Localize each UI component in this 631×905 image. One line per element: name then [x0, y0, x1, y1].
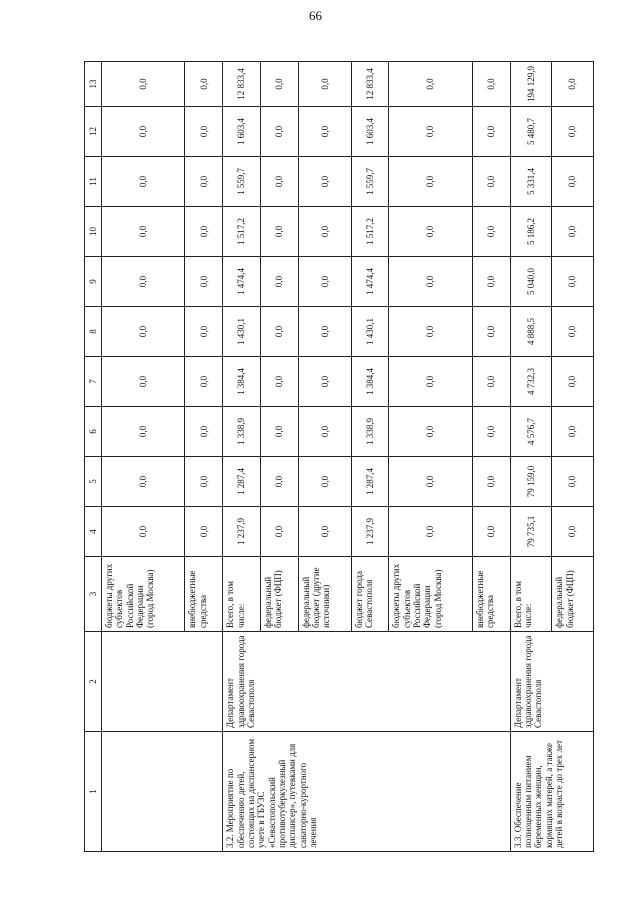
value-cell: 0,0 [185, 407, 223, 457]
value-cell: 0,0 [185, 357, 223, 407]
funding-source-cell: внебюджетные средства [185, 557, 223, 632]
column-header: 6 [85, 407, 102, 457]
value-cell: 79 159,0 [510, 457, 552, 507]
column-header: 9 [85, 257, 102, 307]
funding-source-cell: бюджеты других субъектов Российской Федерации (город Москва) [102, 557, 185, 632]
value-cell: 0,0 [185, 257, 223, 307]
value-cell: 0,0 [298, 457, 351, 507]
value-cell: 0,0 [472, 507, 510, 557]
column-header: 7 [85, 357, 102, 407]
value-cell: 0,0 [552, 157, 594, 207]
value-cell: 1 603,4 [351, 107, 389, 157]
value-cell: 0,0 [298, 307, 351, 357]
value-cell: 1 474,4 [223, 257, 261, 307]
column-header: 11 [85, 157, 102, 207]
value-cell: 0,0 [472, 157, 510, 207]
table-row [510, 62, 552, 852]
value-cell: 4 888,5 [510, 307, 552, 357]
value-cell: 1 287,4 [223, 457, 261, 507]
value-cell: 0,0 [185, 207, 223, 257]
column-header: 2 [85, 632, 102, 732]
value-cell: 0,0 [298, 62, 351, 107]
value-cell: 0,0 [102, 307, 185, 357]
value-cell: 1 384,4 [223, 357, 261, 407]
value-cell: 0,0 [472, 257, 510, 307]
value-cell: 1 603,4 [223, 107, 261, 157]
value-cell: 0,0 [260, 507, 298, 557]
value-cell: 1 338,9 [223, 407, 261, 457]
column-header: 3 [85, 557, 102, 632]
value-cell: 0,0 [260, 307, 298, 357]
value-cell: 0,0 [298, 257, 351, 307]
value-cell: 0,0 [389, 62, 472, 107]
value-cell: 0,0 [472, 457, 510, 507]
value-cell: 1 237,9 [223, 507, 261, 557]
value-cell: 0,0 [102, 207, 185, 257]
value-cell: 0,0 [472, 407, 510, 457]
value-cell: 0,0 [552, 307, 594, 357]
funding-source-cell: внебюджетные средства [472, 557, 510, 632]
value-cell: 0,0 [298, 157, 351, 207]
value-cell: 1 559,7 [351, 157, 389, 207]
value-cell: 0,0 [298, 207, 351, 257]
column-header: 8 [85, 307, 102, 357]
value-cell: 79 735,1 [510, 507, 552, 557]
value-cell: 12 833,4 [223, 62, 261, 107]
value-cell: 0,0 [389, 157, 472, 207]
column-header: 5 [85, 457, 102, 507]
value-cell: 1 384,4 [351, 357, 389, 407]
value-cell: 0,0 [389, 407, 472, 457]
table-rotator [84, 62, 594, 852]
value-cell: 0,0 [389, 457, 472, 507]
value-cell: 0,0 [185, 62, 223, 107]
value-cell: 1 430,1 [351, 307, 389, 357]
value-cell: 0,0 [260, 157, 298, 207]
value-cell: 0,0 [552, 357, 594, 407]
value-cell: 5 331,4 [510, 157, 552, 207]
column-header: 10 [85, 207, 102, 257]
funding-source-cell: федеральный бюджет (другие источники) [298, 557, 351, 632]
funding-source-cell: федеральный бюджет (ФЦП) [260, 557, 298, 632]
executor-cell [102, 632, 223, 732]
value-cell: 0,0 [185, 107, 223, 157]
value-cell: 0,0 [472, 107, 510, 157]
value-cell: 1 474,4 [351, 257, 389, 307]
value-cell: 0,0 [260, 257, 298, 307]
value-cell: 0,0 [389, 307, 472, 357]
funding-source-cell: бюджет города Севастополя [351, 557, 389, 632]
value-cell: 0,0 [298, 407, 351, 457]
value-cell: 0,0 [472, 62, 510, 107]
value-cell: 0,0 [260, 357, 298, 407]
value-cell: 0,0 [260, 207, 298, 257]
table-row [102, 62, 185, 852]
value-cell: 4 576,7 [510, 407, 552, 457]
value-cell: 0,0 [102, 507, 185, 557]
value-cell: 0,0 [472, 357, 510, 407]
value-cell: 1 338,9 [351, 407, 389, 457]
value-cell: 0,0 [260, 457, 298, 507]
value-cell: 0,0 [552, 207, 594, 257]
value-cell: 0,0 [389, 507, 472, 557]
value-cell: 0,0 [472, 307, 510, 357]
value-cell: 0,0 [102, 157, 185, 207]
value-cell: 0,0 [298, 507, 351, 557]
funding-source-cell: Всего, в том числе: [223, 557, 261, 632]
executor-cell: Департамент здравоохранения города Севастополя [223, 632, 510, 732]
value-cell: 0,0 [185, 507, 223, 557]
value-cell: 0,0 [260, 62, 298, 107]
value-cell: 0,0 [389, 207, 472, 257]
value-cell: 1 430,1 [223, 307, 261, 357]
value-cell: 0,0 [298, 357, 351, 407]
value-cell: 0,0 [185, 307, 223, 357]
activity-cell [102, 732, 223, 852]
value-cell: 0,0 [552, 457, 594, 507]
value-cell: 5 186,2 [510, 207, 552, 257]
value-cell: 1 287,4 [351, 457, 389, 507]
value-cell: 0,0 [389, 107, 472, 157]
value-cell: 0,0 [185, 457, 223, 507]
value-cell: 0,0 [102, 357, 185, 407]
column-header: 4 [85, 507, 102, 557]
funding-source-cell: Всего, в том числе: [510, 557, 552, 632]
value-cell: 0,0 [102, 457, 185, 507]
activity-cell: 3.3. Обеспечение полноценным питанием беременных женщин, кормящих матерей, а также детей в возрасте до трех лет [510, 732, 593, 852]
column-header: 1 [85, 732, 102, 852]
value-cell: 0,0 [552, 507, 594, 557]
value-cell: 1 517,2 [351, 207, 389, 257]
value-cell: 0,0 [552, 62, 594, 107]
page-number: 66 [309, 8, 322, 23]
value-cell: 0,0 [102, 257, 185, 307]
value-cell: 0,0 [389, 357, 472, 407]
value-cell: 0,0 [389, 257, 472, 307]
table-row [223, 62, 261, 852]
value-cell: 5 480,7 [510, 107, 552, 157]
funding-source-cell: бюджеты других субъектов Российской Федерации (город Москва) [389, 557, 472, 632]
value-cell: 12 833,4 [351, 62, 389, 107]
value-cell: 5 040,0 [510, 257, 552, 307]
value-cell: 4 732,3 [510, 357, 552, 407]
value-cell: 0,0 [102, 62, 185, 107]
value-cell: 1 237,9 [351, 507, 389, 557]
column-header: 13 [85, 62, 102, 107]
rotated-table-area [84, 62, 594, 852]
value-cell: 0,0 [102, 407, 185, 457]
value-cell: 0,0 [102, 107, 185, 157]
value-cell: 0,0 [260, 407, 298, 457]
column-header: 12 [85, 107, 102, 157]
value-cell: 194 129,9 [510, 62, 552, 107]
value-cell: 1 517,2 [223, 207, 261, 257]
value-cell: 0,0 [552, 257, 594, 307]
value-cell: 0,0 [552, 407, 594, 457]
funding-source-cell: федеральный бюджет (ФЦП) [552, 557, 594, 632]
activity-cell: 3.2. Мероприятие по обеспечению детей, состоящих на диспансерном учете в ГБУЗС «Севастопольский противотуберкулезный диспансер», путевками для санаторно-курортного лечения [223, 732, 510, 852]
value-cell: 0,0 [552, 107, 594, 157]
header-row [85, 62, 102, 852]
value-cell: 0,0 [185, 157, 223, 207]
value-cell: 0,0 [260, 107, 298, 157]
financing-table [84, 61, 594, 852]
value-cell: 1 559,7 [223, 157, 261, 207]
value-cell: 0,0 [472, 207, 510, 257]
value-cell: 0,0 [298, 107, 351, 157]
executor-cell: Департамент здравоохранения города Севастополя [510, 632, 593, 732]
